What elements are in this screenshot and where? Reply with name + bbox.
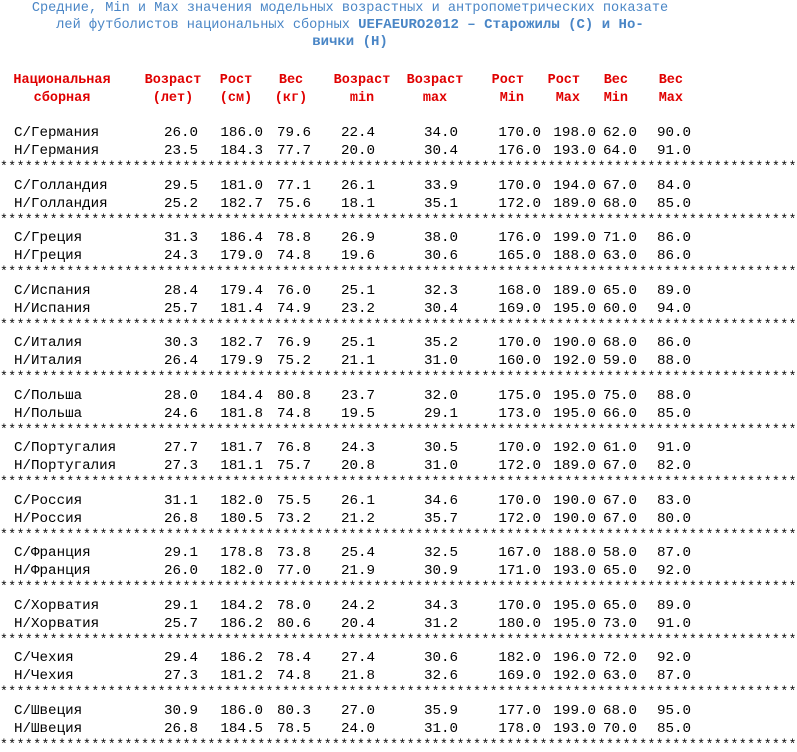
cell-height: 181.2 <box>220 668 263 684</box>
cell-height-min: 177.0 <box>498 702 541 719</box>
cell-height-min: 170.0 <box>498 440 541 456</box>
team-name: Н/Испания <box>14 300 91 317</box>
team-name: Н/Швеция <box>14 720 83 737</box>
cell-height-min: 182.0 <box>498 650 541 666</box>
table-row <box>0 124 700 142</box>
cell-weight: 80.8 <box>276 387 311 404</box>
header-weight: Вес (кг) <box>274 73 308 106</box>
cell-age-max: 34.0 <box>423 125 458 141</box>
team-name: Н/Чехия <box>14 668 74 684</box>
cell-age: 26.0 <box>163 563 198 579</box>
cell-weight-max: 87.0 <box>656 668 691 684</box>
cell-weight-max: 86.0 <box>656 335 691 351</box>
cell-height-max: 195.0 <box>553 615 596 632</box>
cell-weight-max: 82.0 <box>656 458 691 474</box>
cell-weight-min: 65.0 <box>602 597 637 614</box>
cell-height-min: 180.0 <box>498 615 541 632</box>
team-name: Н/Германия <box>14 143 100 159</box>
table-row <box>0 142 700 160</box>
cell-height-max: 190.0 <box>553 335 596 351</box>
cell-height: 181.8 <box>220 405 263 422</box>
cell-height-min: 170.0 <box>498 177 541 194</box>
cell-age: 29.1 <box>163 545 198 561</box>
cell-weight-max: 80.0 <box>656 510 691 527</box>
cell-age-min: 21.1 <box>340 353 375 369</box>
cell-weight-max: 92.0 <box>656 563 691 579</box>
cell-height-max: 189.0 <box>553 458 596 474</box>
cell-weight-max: 90.0 <box>656 125 691 141</box>
cell-age: 25.7 <box>163 615 198 632</box>
cell-height-max: 188.0 <box>553 248 596 264</box>
cell-age-min: 26.9 <box>340 230 375 246</box>
cell-weight: 77.0 <box>276 563 311 579</box>
cell-weight-min: 65.0 <box>602 563 637 579</box>
cell-weight-max: 86.0 <box>656 230 691 246</box>
cell-height-min: 170.0 <box>498 125 541 141</box>
cell-weight: 77.7 <box>276 143 311 159</box>
cell-weight-min: 68.0 <box>602 702 637 719</box>
cell-age-max: 31.0 <box>423 458 458 474</box>
cell-age-min: 27.0 <box>340 702 375 719</box>
cell-age: 26.8 <box>163 510 198 527</box>
cell-weight-min: 68.0 <box>602 195 637 212</box>
title-line-3-bold: вички (Н) <box>312 34 388 50</box>
row-separator: ************************************************************************************************ <box>0 736 797 752</box>
table-row <box>0 562 700 580</box>
cell-height-max: 189.0 <box>553 282 596 299</box>
cell-age: 29.4 <box>163 650 198 666</box>
title-line-2 <box>0 17 700 34</box>
cell-height-max: 192.0 <box>553 440 596 456</box>
cell-height-min: 170.0 <box>498 492 541 509</box>
cell-age: 28.0 <box>163 387 198 404</box>
table-row <box>0 457 700 475</box>
cell-height-min: 170.0 <box>498 597 541 614</box>
cell-weight: 80.3 <box>276 702 311 719</box>
cell-height: 186.0 <box>220 702 263 719</box>
cell-weight-max: 88.0 <box>656 353 691 369</box>
table-row <box>0 702 700 720</box>
cell-height-max: 193.0 <box>553 563 596 579</box>
table-row <box>0 439 700 457</box>
cell-height-min: 165.0 <box>498 248 541 264</box>
cell-age: 27.3 <box>163 668 198 684</box>
table-row <box>0 492 700 510</box>
table-row <box>0 649 700 667</box>
cell-age: 31.1 <box>163 492 198 509</box>
cell-height-max: 195.0 <box>553 387 596 404</box>
cell-height-max: 199.0 <box>553 230 596 246</box>
title-line-2-bold: UEFAEURO2012 – Старожилы (С) и Но- <box>358 17 644 33</box>
cell-weight-max: 91.0 <box>656 440 691 456</box>
cell-age-max: 34.6 <box>423 492 458 509</box>
team-name: С/Испания <box>14 282 91 299</box>
cell-height: 186.2 <box>220 615 263 632</box>
cell-age-max: 35.7 <box>423 510 458 527</box>
cell-height-min: 172.0 <box>498 510 541 527</box>
cell-height-min: 175.0 <box>498 387 541 404</box>
team-name: С/Хорватия <box>14 597 100 614</box>
cell-age-min: 25.1 <box>340 282 375 299</box>
team-name: С/Россия <box>14 492 83 509</box>
cell-height-min: 168.0 <box>498 282 541 299</box>
table-row <box>0 195 700 213</box>
cell-weight-min: 60.0 <box>602 300 637 317</box>
cell-height-min: 169.0 <box>498 300 541 317</box>
team-name: С/Голландия <box>14 177 108 194</box>
cell-age-min: 24.2 <box>340 597 375 614</box>
cell-age-max: 31.2 <box>423 615 458 632</box>
cell-weight-min: 63.0 <box>602 668 637 684</box>
team-name: С/Греция <box>14 230 83 246</box>
header-age-max: Возраст max <box>406 73 464 106</box>
cell-weight-min: 64.0 <box>602 143 637 159</box>
cell-age-max: 31.0 <box>423 353 458 369</box>
team-name: С/Италия <box>14 335 83 351</box>
row-separator: ************************************************************************************************ <box>0 211 797 227</box>
table-row <box>0 597 700 615</box>
cell-age-max: 30.5 <box>423 440 458 456</box>
cell-weight: 79.6 <box>276 125 311 141</box>
cell-weight-min: 65.0 <box>602 282 637 299</box>
table-row <box>0 615 700 633</box>
row-separator: ************************************************************************************************ <box>0 316 797 332</box>
cell-age-min: 26.1 <box>340 177 375 194</box>
cell-height-min: 172.0 <box>498 195 541 212</box>
cell-weight-max: 94.0 <box>656 300 691 317</box>
cell-age: 25.2 <box>163 195 198 212</box>
cell-height-max: 198.0 <box>553 125 596 141</box>
cell-weight-max: 95.0 <box>656 702 691 719</box>
cell-age-min: 27.4 <box>340 650 375 666</box>
title-line-3 <box>0 34 700 51</box>
cell-age: 27.7 <box>163 440 198 456</box>
cell-height: 186.2 <box>220 650 263 666</box>
row-separator: ************************************************************************************************ <box>0 369 797 384</box>
cell-weight-min: 72.0 <box>602 650 637 666</box>
cell-weight: 73.8 <box>276 545 311 561</box>
cell-height-min: 178.0 <box>498 720 541 737</box>
cell-weight-min: 63.0 <box>602 248 637 264</box>
cell-height: 182.0 <box>220 492 263 509</box>
header-age: Возраст (лет) <box>144 73 202 106</box>
cell-height-max: 195.0 <box>553 300 596 317</box>
cell-height-max: 192.0 <box>553 668 596 684</box>
row-separator: ************************************************************************************************ <box>0 474 797 489</box>
table-row <box>0 247 700 265</box>
cell-age-min: 25.1 <box>340 335 375 351</box>
cell-weight-max: 91.0 <box>656 615 691 632</box>
cell-age: 24.3 <box>163 248 198 264</box>
cell-height-min: 173.0 <box>498 405 541 422</box>
cell-height-max: 192.0 <box>553 353 596 369</box>
cell-weight-max: 87.0 <box>656 545 691 561</box>
cell-age-min: 23.7 <box>340 387 375 404</box>
cell-weight: 75.5 <box>276 492 311 509</box>
cell-age-max: 32.3 <box>423 282 458 299</box>
row-separator: ************************************************************************************************ <box>0 421 797 437</box>
cell-age-min: 24.0 <box>340 720 375 737</box>
cell-age: 26.8 <box>163 720 198 737</box>
team-name: Н/Италия <box>14 353 83 369</box>
cell-weight-min: 67.0 <box>602 510 637 527</box>
table-row <box>0 300 700 318</box>
team-name: Н/Россия <box>14 510 83 527</box>
cell-weight-max: 88.0 <box>656 387 691 404</box>
table-row <box>0 405 700 423</box>
cell-age: 25.7 <box>163 300 198 317</box>
cell-age: 26.4 <box>163 353 198 369</box>
cell-weight-max: 89.0 <box>656 597 691 614</box>
team-name: Н/Греция <box>14 248 83 264</box>
cell-weight: 74.8 <box>276 248 311 264</box>
cell-weight-min: 67.0 <box>602 458 637 474</box>
team-name: С/Швеция <box>14 702 83 719</box>
cell-age-max: 30.9 <box>423 563 458 579</box>
cell-age: 29.1 <box>163 597 198 614</box>
cell-weight: 76.8 <box>276 440 311 456</box>
cell-weight: 74.9 <box>276 300 311 317</box>
cell-weight-min: 73.0 <box>602 615 637 632</box>
cell-age-min: 19.6 <box>340 248 375 264</box>
team-name: С/Германия <box>14 125 100 141</box>
row-separator: ************************************************************************************************ <box>0 579 797 594</box>
cell-age: 24.6 <box>163 405 198 422</box>
cell-height: 178.8 <box>220 545 263 561</box>
table-row <box>0 352 700 370</box>
cell-weight: 76.9 <box>276 335 311 351</box>
cell-height: 180.5 <box>220 510 263 527</box>
page-title <box>0 0 700 51</box>
team-name: Н/Голландия <box>14 195 108 212</box>
team-name: Н/Польша <box>14 405 83 422</box>
cell-weight-min: 67.0 <box>602 177 637 194</box>
cell-weight-min: 71.0 <box>602 230 637 246</box>
team-name: С/Польша <box>14 387 83 404</box>
cell-weight-max: 84.0 <box>656 177 691 194</box>
cell-height: 184.2 <box>220 597 263 614</box>
cell-age-max: 30.4 <box>423 300 458 317</box>
cell-weight: 74.8 <box>276 668 311 684</box>
cell-height: 181.0 <box>220 177 263 194</box>
cell-height: 184.4 <box>220 387 263 404</box>
header-team: Национальная сборная <box>13 73 111 106</box>
cell-age: 27.3 <box>163 458 198 474</box>
cell-age-max: 33.9 <box>423 177 458 194</box>
cell-height-max: 190.0 <box>553 492 596 509</box>
cell-height-max: 193.0 <box>553 720 596 737</box>
cell-height-max: 190.0 <box>553 510 596 527</box>
table-row <box>0 229 700 247</box>
cell-weight-min: 58.0 <box>602 545 637 561</box>
cell-height: 181.7 <box>220 440 263 456</box>
table-row <box>0 282 700 300</box>
cell-weight-min: 70.0 <box>602 720 637 737</box>
cell-height-max: 188.0 <box>553 545 596 561</box>
cell-weight: 78.0 <box>276 597 311 614</box>
cell-age-min: 25.4 <box>340 545 375 561</box>
header-weight-min: Вес Min <box>603 73 628 106</box>
team-name: Н/Франция <box>14 563 91 579</box>
cell-height: 186.4 <box>220 230 263 246</box>
cell-height-min: 176.0 <box>498 143 541 159</box>
team-name: С/Франция <box>14 545 91 561</box>
cell-age-min: 20.8 <box>340 458 375 474</box>
cell-weight-max: 91.0 <box>656 143 691 159</box>
table-row <box>0 667 700 685</box>
cell-height: 179.0 <box>220 248 263 264</box>
cell-weight-max: 86.0 <box>656 248 691 264</box>
header-weight-max: Вес Max <box>658 73 683 106</box>
team-name: С/Португалия <box>14 440 117 456</box>
title-line-2-text: лей футболистов национальных сборных <box>56 18 359 33</box>
cell-age: 30.9 <box>163 702 198 719</box>
cell-height: 179.9 <box>220 353 263 369</box>
cell-age-min: 21.9 <box>340 563 375 579</box>
cell-weight-max: 92.0 <box>656 650 691 666</box>
table-row <box>0 544 700 562</box>
cell-height-min: 169.0 <box>498 668 541 684</box>
cell-weight: 74.8 <box>276 405 311 422</box>
cell-age-min: 20.0 <box>340 143 375 159</box>
cell-height: 184.3 <box>220 143 263 159</box>
table-row <box>0 334 700 352</box>
cell-age-max: 32.6 <box>423 668 458 684</box>
cell-weight: 77.1 <box>276 177 311 194</box>
header-age-min: Возраст min <box>333 73 391 106</box>
cell-age-min: 22.4 <box>340 125 375 141</box>
cell-height-max: 189.0 <box>553 195 596 212</box>
cell-height-min: 170.0 <box>498 335 541 351</box>
cell-age-max: 35.1 <box>423 195 458 212</box>
header-height: Рост (см) <box>219 73 253 106</box>
cell-height-max: 193.0 <box>553 143 596 159</box>
cell-age: 30.3 <box>163 335 198 351</box>
cell-age-min: 23.2 <box>340 300 375 317</box>
cell-height: 181.4 <box>220 300 263 317</box>
cell-weight: 80.6 <box>276 615 311 632</box>
cell-age-min: 26.1 <box>340 492 375 509</box>
row-separator: ************************************************************************************************ <box>0 159 797 174</box>
cell-weight-min: 59.0 <box>602 353 637 369</box>
cell-height-min: 167.0 <box>498 545 541 561</box>
cell-height-max: 195.0 <box>553 405 596 422</box>
cell-weight-min: 68.0 <box>602 335 637 351</box>
cell-age: 29.5 <box>163 177 198 194</box>
cell-age-max: 30.6 <box>423 248 458 264</box>
cell-height-max: 199.0 <box>553 702 596 719</box>
title-line-1: Средние, Min и Max значения модельных возрастных и антропометрических показате <box>31 1 669 16</box>
cell-height-min: 176.0 <box>498 230 541 246</box>
cell-age: 26.0 <box>163 125 198 141</box>
cell-age-max: 30.6 <box>423 650 458 666</box>
cell-height: 182.7 <box>220 335 263 351</box>
cell-weight-max: 85.0 <box>656 195 691 212</box>
header-height-max: Рост Max <box>547 73 580 106</box>
cell-age-max: 34.3 <box>423 597 458 614</box>
cell-height: 181.1 <box>220 458 263 474</box>
cell-age-max: 38.0 <box>423 230 458 246</box>
cell-height: 182.0 <box>220 563 263 579</box>
cell-weight: 78.5 <box>276 720 311 737</box>
cell-age-min: 24.3 <box>340 440 375 456</box>
cell-age-max: 29.1 <box>423 405 458 422</box>
table-row <box>0 720 700 738</box>
cell-weight: 73.2 <box>276 510 311 527</box>
cell-weight-max: 85.0 <box>656 405 691 422</box>
cell-age-min: 20.4 <box>340 615 375 632</box>
cell-weight-min: 66.0 <box>602 405 637 422</box>
cell-weight: 78.4 <box>276 650 311 666</box>
row-separator: ************************************************************************************************ <box>0 631 797 647</box>
cell-weight-min: 75.0 <box>602 387 637 404</box>
cell-age-max: 32.0 <box>423 387 458 404</box>
cell-age-max: 31.0 <box>423 720 458 737</box>
cell-weight-max: 89.0 <box>656 282 691 299</box>
cell-weight: 75.6 <box>276 195 311 212</box>
cell-weight: 76.0 <box>276 282 311 299</box>
cell-weight-min: 61.0 <box>602 440 637 456</box>
cell-height: 182.7 <box>220 195 263 212</box>
cell-height-min: 172.0 <box>498 458 541 474</box>
cell-weight-min: 67.0 <box>602 492 637 509</box>
cell-height: 184.5 <box>220 720 263 737</box>
cell-weight: 75.2 <box>276 353 311 369</box>
cell-age-max: 35.9 <box>423 702 458 719</box>
header-height-min: Рост Min <box>491 73 524 106</box>
cell-age-max: 30.4 <box>423 143 458 159</box>
table-row <box>0 177 700 195</box>
cell-weight-min: 62.0 <box>602 125 637 141</box>
cell-height: 179.4 <box>220 282 263 299</box>
cell-age: 31.3 <box>163 230 198 246</box>
cell-age-min: 21.2 <box>340 510 375 527</box>
cell-age-max: 35.2 <box>423 335 458 351</box>
row-separator: ************************************************************************************************ <box>0 264 797 279</box>
cell-age-min: 21.8 <box>340 668 375 684</box>
cell-weight: 75.7 <box>276 458 311 474</box>
cell-height-min: 171.0 <box>498 563 541 579</box>
cell-height-max: 195.0 <box>553 597 596 614</box>
row-separator: ************************************************************************************************ <box>0 526 797 542</box>
cell-height-max: 194.0 <box>553 177 596 194</box>
team-name: Н/Португалия <box>14 458 117 474</box>
cell-age-min: 19.5 <box>340 405 375 422</box>
cell-age: 23.5 <box>163 143 198 159</box>
cell-height-max: 196.0 <box>553 650 596 666</box>
cell-age: 28.4 <box>163 282 198 299</box>
table-row <box>0 510 700 528</box>
team-name: Н/Хорватия <box>14 615 100 632</box>
cell-weight: 78.8 <box>276 230 311 246</box>
cell-age-min: 18.1 <box>340 195 375 212</box>
cell-weight-max: 85.0 <box>656 720 691 737</box>
cell-weight-max: 83.0 <box>656 492 691 509</box>
cell-height-min: 160.0 <box>498 353 541 369</box>
cell-age-max: 32.5 <box>423 545 458 561</box>
row-separator: ************************************************************************************************ <box>0 684 797 699</box>
table-row <box>0 387 700 405</box>
cell-height: 186.0 <box>220 125 263 141</box>
team-name: С/Чехия <box>14 650 74 666</box>
